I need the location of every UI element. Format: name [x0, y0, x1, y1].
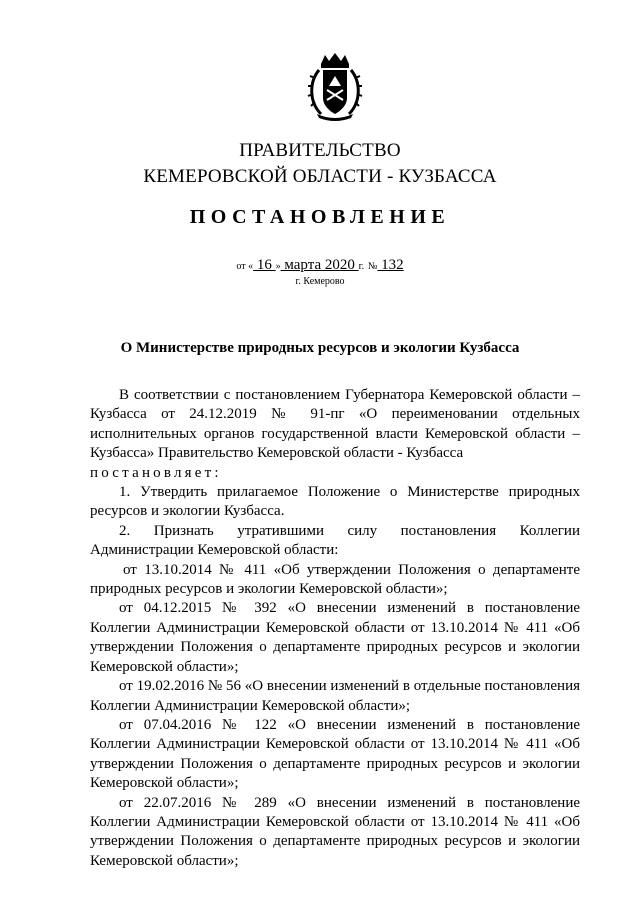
- document-city: г. Кемерово: [295, 276, 345, 287]
- date-month-year: марта 2020: [280, 257, 359, 273]
- item-2-word: Признать: [153, 522, 214, 539]
- document-title: О Министерстве природных ресурсов и экологии Кузбасса: [120, 340, 520, 356]
- document-body: [90, 386, 580, 871]
- document-date-number: [0, 257, 640, 274]
- item-2-word: 2.: [119, 522, 131, 539]
- repealed-act-entry: от 13.10.2014 № 411 «Об утверждении Положения о департаменте природных ресурсов и экологии Кемеровской области»;: [90, 561, 580, 598]
- organization-name: ПРАВИТЕЛЬСТВО: [239, 140, 401, 161]
- date-day: 16: [253, 257, 276, 273]
- decides-word: постановляет:: [90, 464, 222, 481]
- year-suffix: г.: [358, 261, 365, 272]
- repealed-act-entry: от 22.07.2016 № 289 «О внесении изменений в постановление Коллегии Администрации Кемеровской области от 13.10.2014 № 411 «Об утверждении Положения о департаменте природных ресурсов и экологии Кемеровской области»;: [90, 794, 580, 869]
- repealed-act-entry: от 07.04.2016 № 122 «О внесении изменений в постановление Коллегии Администрации Кемеровской области от 13.10.2014 № 411 «Об утверждении Положения о департаменте природных ресурсов и экологии Кемеровской области»;: [90, 716, 580, 792]
- item-2-word: постановления: [400, 522, 497, 539]
- date-day-close: »: [275, 261, 281, 272]
- item-2-word: утратившими: [237, 522, 324, 539]
- document-type-heading: ПОСТАНОВЛЕНИЕ: [189, 206, 451, 228]
- organization-region: КЕМЕРОВСКОЙ ОБЛАСТИ - КУЗБАССА: [143, 166, 497, 187]
- preamble-paragraph: В соответствии с постановлением Губернатора Кемеровской области – Кузбасса от 24.12.2019 № 91-пг «О переименовании отдельных исполнительных органов государственной власти Кемеровской области – Кузбасса» Правительство Кемеровской области - Кузбасса: [90, 387, 580, 462]
- repealed-act-entry: от 04.12.2015 № 392 «О внесении изменений в постановление Коллегии Администрации Кемеровской области от 13.10.2014 № 411 «Об утверждении Положения о департаменте природных ресурсов и экологии Кемеровской области»;: [90, 600, 580, 675]
- repealed-act-entry: от 19.02.2016 № 56 «О внесении изменений в отдельные постановления Коллегии Администрации Кемеровской области»;: [90, 678, 580, 714]
- item-2-continuation: Администрации Кемеровской области:: [90, 542, 339, 559]
- document-number: 132: [377, 257, 404, 273]
- item-2-word: силу: [347, 522, 378, 539]
- number-label: №: [367, 261, 378, 272]
- from-label: от «: [236, 261, 254, 272]
- item-2-word: Коллегии: [519, 522, 580, 539]
- coat-of-arms-icon: [307, 52, 363, 122]
- item-2-first-line: [90, 522, 580, 541]
- item-1-paragraph: 1. Утвердить прилагаемое Положение о Министерстве природных ресурсов и экологии Кузбасса.: [90, 484, 580, 520]
